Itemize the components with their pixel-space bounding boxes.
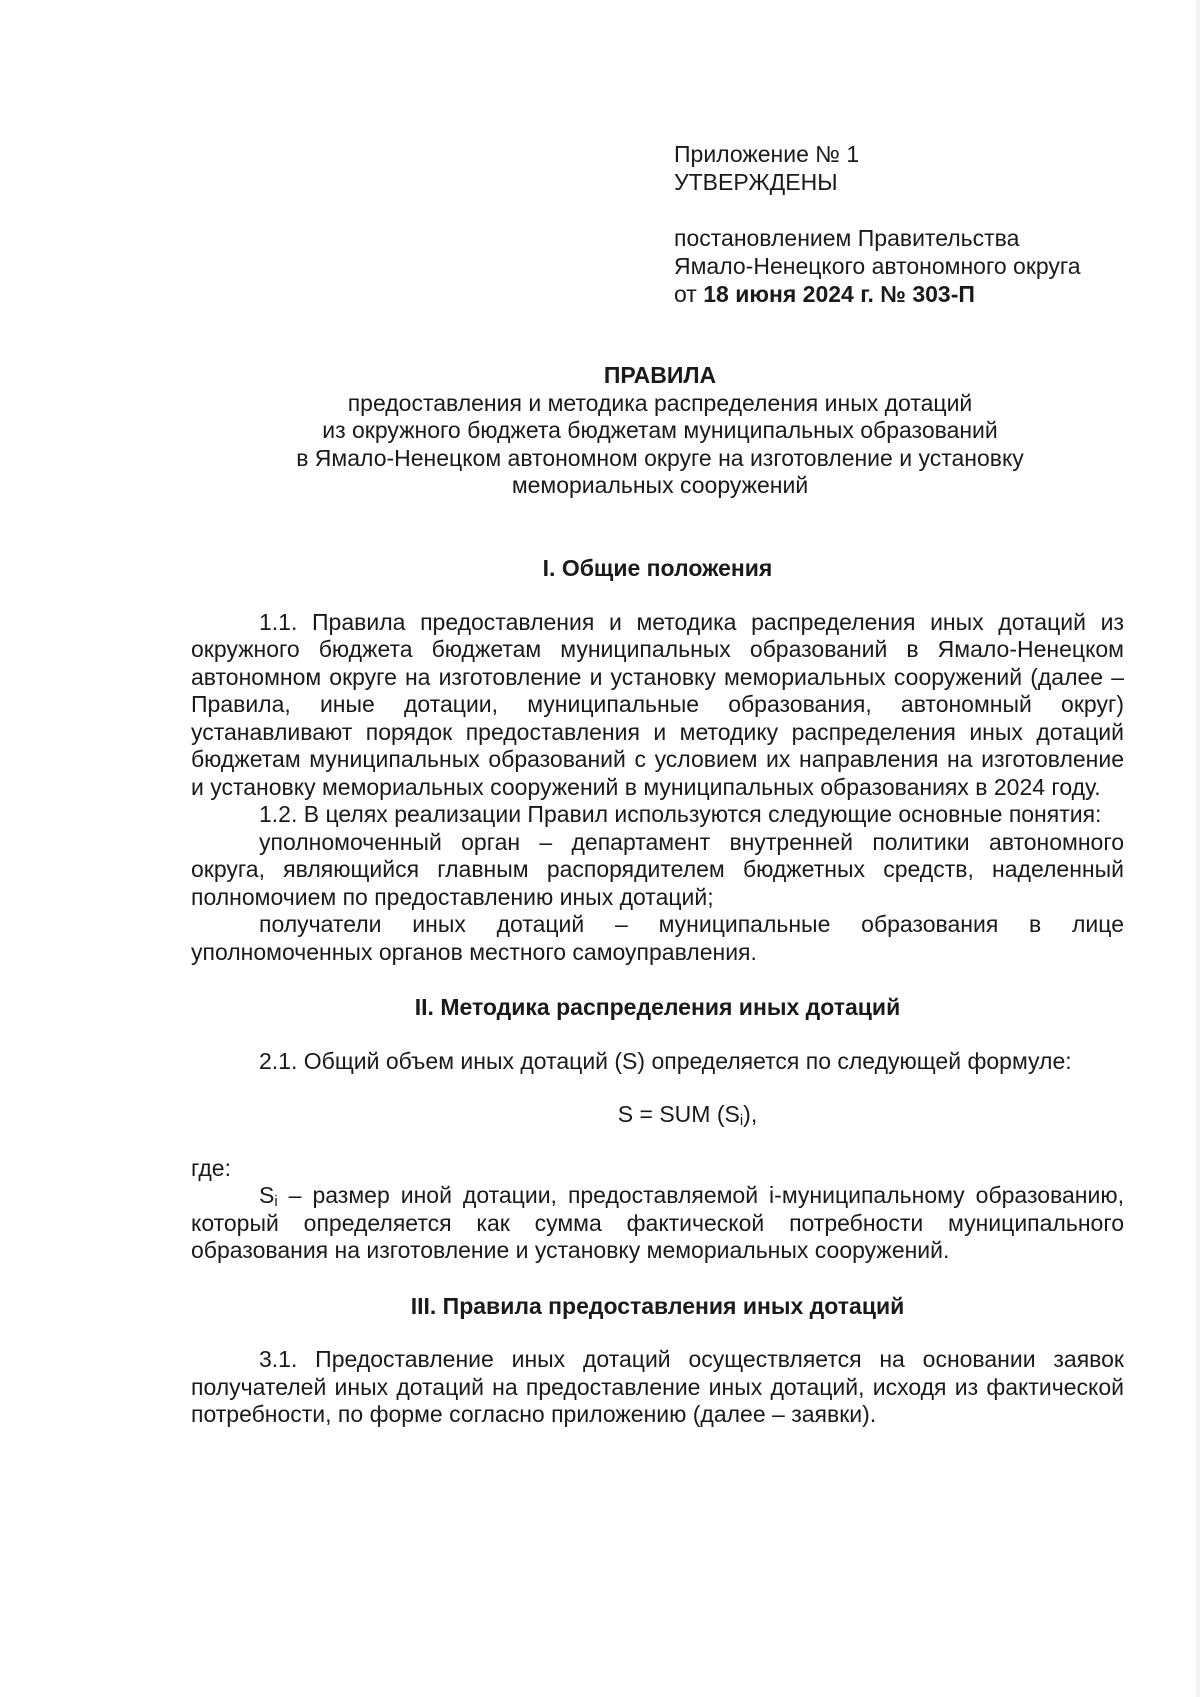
title-line-2: из окружного бюджета бюджетам муниципальных образований <box>322 417 998 443</box>
paragraph-1-1: 1.1. Правила предоставления и методика распределения иных дотаций из окружного бюджета бюджетам муниципальных образований в Ямало-Ненецком автономном округе на изготовление и установку мемориальных сооружений (далее – Правила, иные дотации, муниципальные образования, автономный округ) устанавливают порядок предоставления и методику распределения иных дотаций бюджетам муниципальных образований с условием их направления на изготовление и установку мемориальных сооружений в муниципальных образованиях в 2024 году. <box>191 608 1124 800</box>
si-subscript: i <box>274 1193 278 1210</box>
date-number: 18 июня 2024 г. № 303-П <box>703 281 975 307</box>
formula <box>191 1101 1124 1129</box>
document-body <box>191 555 1124 1429</box>
paragraph-1-2: 1.2. В целях реализации Правил используются следующие основные понятия: <box>259 801 1102 827</box>
resolution-line: постановлением Правительства <box>674 225 1020 251</box>
si-text: – размер иной дотации, предоставляемой i-муниципальному образованию, который определяется как сумма фактической потребности муниципального образования на изготовление и установку мемориальных сооружений. <box>191 1182 1124 1263</box>
section-1-heading: I. Общие положения <box>542 555 773 581</box>
title-line-3: в Ямало-Ненецком автономном округе на изготовление и установку <box>296 444 1024 471</box>
where-label: где: <box>191 1154 231 1181</box>
date-prefix: от <box>674 281 697 307</box>
resolution-date <box>674 280 1174 308</box>
approved-label: УТВЕРЖДЕНЫ <box>674 169 838 195</box>
government-line: Ямало-Ненецкого автономного округа <box>674 253 1081 279</box>
appendix-number: Приложение № 1 <box>674 141 860 167</box>
paragraph-3-1: 3.1. Предоставление иных дотаций осуществляется на основании заявок получателей иных дотаций на предоставление иных дотаций, исходя из фактической потребности, по форме согласно приложению (далее – заявки). <box>191 1346 1124 1427</box>
title-main: ПРАВИЛА <box>603 362 717 388</box>
section-2-heading: II. Методика распределения иных дотаций <box>414 994 901 1020</box>
title-line-1: предоставления и методика распределения иных дотаций <box>347 389 973 416</box>
title-line-4: мемориальных сооружений <box>511 472 809 498</box>
paragraph-2-1: 2.1. Общий объем иных дотаций (S) определяется по следующей формуле: <box>259 1047 1072 1074</box>
section-3-heading: III. Правила предоставления иных дотаций <box>410 1292 905 1319</box>
document-title <box>190 362 1130 500</box>
formula-end: ), <box>743 1101 758 1127</box>
approval-block <box>674 140 1174 308</box>
definition-authorized-body: уполномоченный орган – департамент внутренней политики автономного округа, являющийся главным распорядителем бюджетных средств, наделенный полномочием по предоставлению иных дотаций; <box>191 828 1124 910</box>
definition-recipients: получатели иных дотаций – муниципальные образования в лице уполномоченных органов местного самоуправления. <box>191 911 1124 965</box>
si-symbol: S <box>259 1182 275 1208</box>
si-definition <box>191 1182 1124 1265</box>
formula-main: S = SUM (S <box>617 1101 740 1127</box>
formula-subscript: i <box>739 1112 744 1129</box>
